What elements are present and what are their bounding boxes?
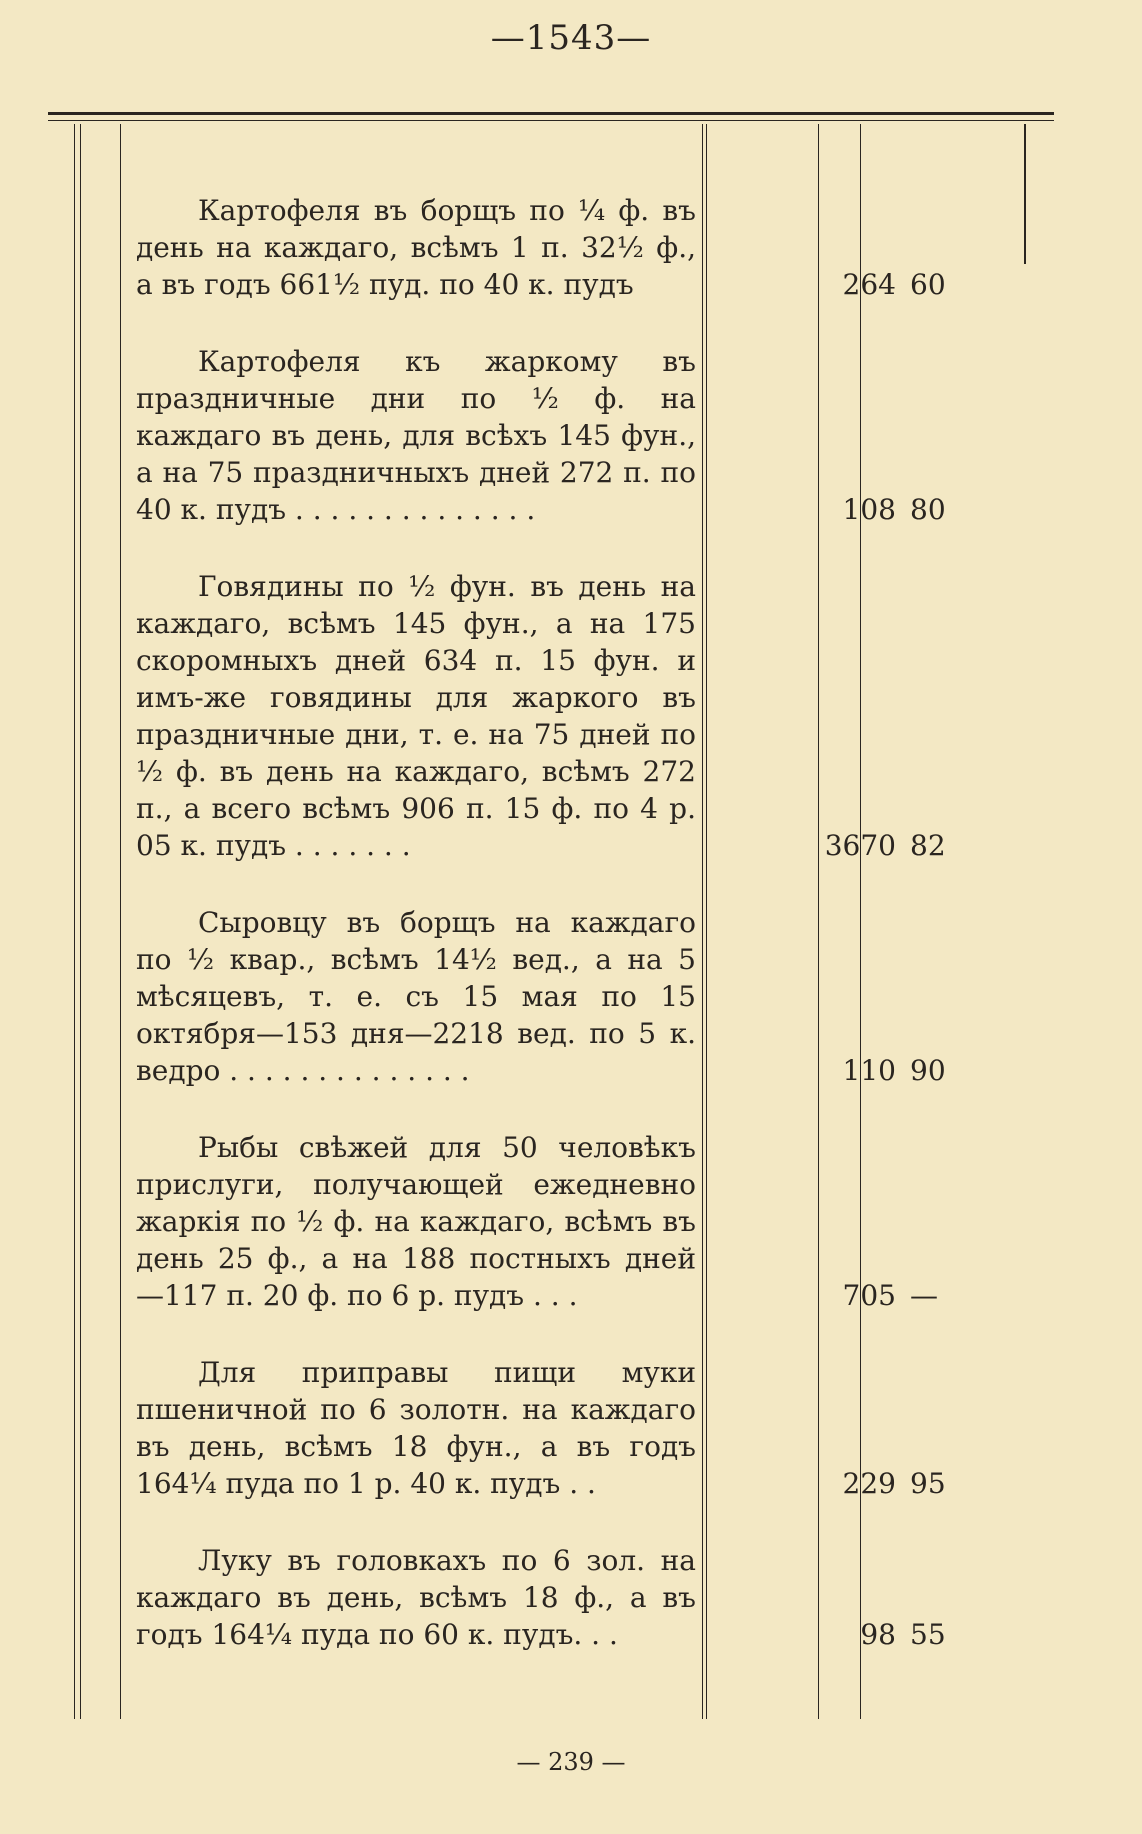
column-rule: [74, 124, 75, 1719]
entry-description: Картофеля въ борщъ по ¼ ф. въ день на каждаго, всѣмъ 1 п. 32½ ф., а въ годъ 661½ пуд. по 40 к. пудъ: [136, 194, 696, 301]
column-rule: [80, 124, 81, 1719]
page-number-header: —1543—: [490, 18, 652, 58]
amount-rubles: 110: [842, 1054, 896, 1087]
column-rule: [120, 124, 121, 1719]
ledger-entry: [136, 1354, 946, 1502]
ledger-entry: [136, 192, 946, 303]
entry-amount: [788, 1465, 950, 1502]
ledger-entry: [136, 1542, 946, 1653]
amount-kopecks: 55: [910, 1618, 946, 1651]
entry-description: Луку въ головкахъ по 6 зол. на каждаго въ день, всѣмъ 18 ф., а въ годъ 164¼ пуда по 60 к. пудъ. . .: [136, 1544, 696, 1651]
ledger-entry: [136, 1129, 938, 1314]
page-footer-folio: — 239 —: [516, 1748, 626, 1776]
amount-kopecks: 60: [910, 268, 946, 301]
top-rule-thin: [48, 120, 1054, 121]
amount-rubles: 229: [842, 1467, 896, 1500]
entry-description: Говядины по ½ фун. въ день на каждаго, всѣмъ 145 фун., а на 175 скоромныхъ дней 634 п. 15 фун. и имъ-же говядины для жаркого въ праздничные дни, т. е. на 75 дней по ½ ф. въ день на каждаго, всѣмъ 272 п., а всего всѣмъ 906 п. 15 ф. по 4 р. 05 к. пудъ . . . . . . .: [136, 570, 696, 862]
column-rule: [702, 124, 703, 1719]
amount-rubles: 98: [860, 1618, 896, 1651]
amount-rubles: 3670: [824, 829, 896, 862]
amount-rubles: 705: [842, 1279, 896, 1312]
ledger-entry: [136, 568, 946, 864]
entry-amount: [788, 266, 950, 303]
top-rule: [48, 112, 1054, 115]
entry-amount: [788, 1277, 950, 1314]
amount-kopecks: 95: [910, 1467, 946, 1500]
amount-kopecks: —: [910, 1279, 938, 1312]
amount-kopecks: 82: [910, 829, 946, 862]
amount-rubles: 264: [842, 268, 896, 301]
entry-amount: [788, 1052, 950, 1089]
entry-amount: [788, 827, 950, 864]
entry-description: Картофеля къ жаркому въ праздничные дни по ½ ф. на каждаго въ день, для всѣхъ 145 фун., а на 75 праздничныхъ дней 272 п. по 40 к. пудъ . . . . . . . . . . . . . .: [136, 345, 696, 526]
entry-description: Для приправы пищи муки пшеничной по 6 золотн. на каждаго въ день, всѣмъ 18 фун., а въ годъ 164¼ пуда по 1 р. 40 к. пудъ . .: [136, 1356, 696, 1500]
entry-amount: [788, 1616, 950, 1653]
amount-kopecks: 90: [910, 1054, 946, 1087]
column-rule-right: [1024, 124, 1026, 264]
entry-description: Сыровцу въ борщъ на каждаго по ½ квар., всѣмъ 14½ вед., а на 5 мѣсяцевъ, т. е. съ 15 мая по 15 октября—153 дня—2218 вед. по 5 к. ведро . . . . . . . . . . . . . .: [136, 906, 696, 1087]
ledger-entry: [136, 343, 946, 528]
amount-rubles: 108: [842, 493, 896, 526]
entry-amount: [788, 491, 950, 528]
column-rule: [706, 124, 707, 1719]
ledger-entries: [136, 192, 946, 1693]
amount-kopecks: 80: [910, 493, 946, 526]
entry-description: Рыбы свѣжей для 50 человѣкъ прислуги, получающей ежедневно жаркія по ½ ф. на каждаго, всѣмъ въ день 25 ф., а на 188 постныхъ дней —117 п. 20 ф. по 6 р. пудъ . . .: [136, 1131, 696, 1312]
ledger-entry: [136, 904, 946, 1089]
